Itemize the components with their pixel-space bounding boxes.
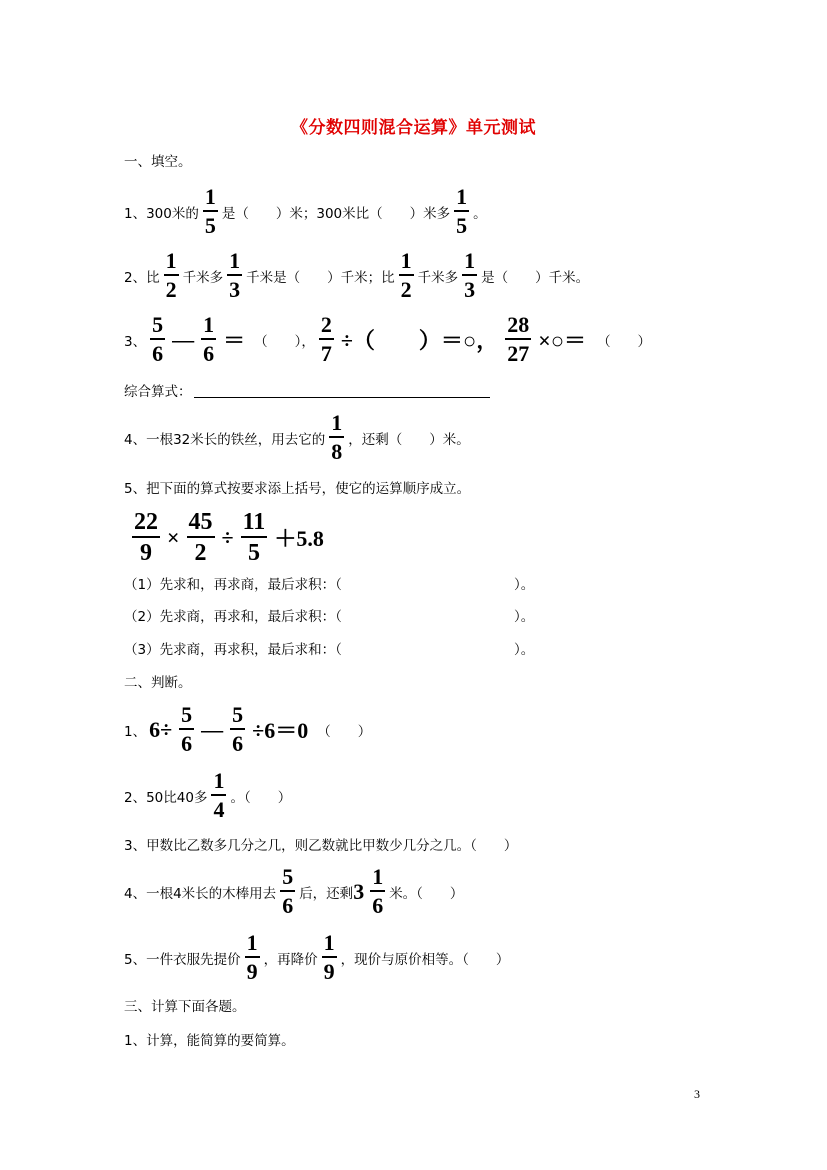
judge-3: 3、甲数比乙数多几分之几，则乙数就比甲数少几分之几。（ ）	[124, 838, 518, 854]
fraction: $\frac{1}{3}$	[229, 248, 241, 302]
fraction: $\frac{22}{9}$	[134, 509, 158, 566]
fraction: $\frac{2}{7}$	[320, 312, 332, 366]
judge-1: 1、 6÷ $\frac{5}{6}$ — $\frac{5}{6}$ ÷6＝0 （ ）	[124, 702, 372, 756]
fraction: $\frac{1}{6}$	[203, 312, 215, 366]
answer-blank-line	[194, 383, 490, 398]
fraction: $\frac{1}{6}$	[372, 864, 384, 918]
document-title: 《分数四则混合运算》单元测试	[291, 118, 536, 138]
fraction: $\frac{1}{9}$	[323, 930, 335, 984]
question-2: 2、比 $\frac{1}{2}$ 千米多 $\frac{1}{3}$ 千米是（ ）千米；比 $\frac{1}{2}$ 千米多 $\frac{1}{3}$ 是（ ）千米。	[124, 248, 590, 302]
fraction: $\frac{11}{5}$	[242, 509, 266, 566]
fraction: $\frac{1}{5}$	[456, 184, 468, 238]
question-5-expression: $\frac{22}{9}$ × $\frac{45}{2}$ ÷ $\frac{11}{5}$ ＋5.8	[134, 509, 324, 566]
question-5-item-2: （2）先求商，再求和，最后求积：（ ）。	[124, 609, 535, 625]
judge-5: 5、一件衣服先提价 $\frac{1}{9}$ ，再降价 $\frac{1}{9}$ ，现价与原价相等。（ ）	[124, 930, 510, 984]
fraction: $\frac{1}{5}$	[204, 184, 216, 238]
fraction: $\frac{1}{3}$	[464, 248, 476, 302]
fraction: $\frac{5}{6}$	[181, 702, 193, 756]
fraction: $\frac{45}{2}$	[188, 509, 213, 566]
question-1: 1、300米的 $\frac{1}{5}$ 是（ ）米；300米比（ ）米多 $\frac{1}{5}$ 。	[124, 184, 487, 238]
fraction: $\frac{1}{9}$	[246, 930, 258, 984]
section-calc-heading: 三、计算下面各题。	[124, 999, 246, 1015]
question-5-item-3: （3）先求商，再求积，最后求和：（ ）。	[124, 642, 535, 658]
fraction: $\frac{5}{6}$	[232, 702, 244, 756]
fraction: $\frac{1}{2}$	[400, 248, 412, 302]
question-4: 4、一根32米长的铁丝，用去它的 $\frac{1}{8}$ ，还剩（ ）米。	[124, 410, 470, 464]
calc-question-1: 1、计算，能简算的要简算。	[124, 1033, 295, 1049]
question-3: 3、 $\frac{5}{6}$ — $\frac{1}{6}$ ＝ （ ）， $\frac{2}{7}$ ÷（ ）＝○， $\frac{28}{27}$ ×○＝ （ ）	[124, 312, 652, 366]
question-5-item-1: （1）先求和，再求商，最后求积：（ ）。	[124, 577, 535, 593]
fraction: $\frac{5}{6}$	[152, 312, 164, 366]
section-fill-in-heading: 一、填空。	[124, 154, 192, 170]
fraction: $\frac{28}{27}$	[507, 312, 530, 366]
combined-formula-line: 综合算式：	[124, 380, 490, 400]
judge-4: 4、一根4米长的木棒用去 $\frac{5}{6}$ 后，还剩 3 $\frac{1}{6}$ 米。（ ）	[124, 864, 464, 918]
fraction: $\frac{5}{6}$	[282, 864, 294, 918]
judge-2: 2、50比40多 $\frac{1}{4}$ 。（ ）	[124, 768, 292, 822]
fraction: $\frac{1}{8}$	[331, 410, 343, 464]
question-5: 5、把下面的算式按要求添上括号，使它的运算顺序成立。	[124, 481, 471, 497]
page-number: 3	[694, 1087, 700, 1101]
section-judge-heading: 二、判断。	[124, 675, 192, 691]
fraction: $\frac{1}{2}$	[165, 248, 177, 302]
fraction: $\frac{1}{4}$	[213, 768, 225, 822]
